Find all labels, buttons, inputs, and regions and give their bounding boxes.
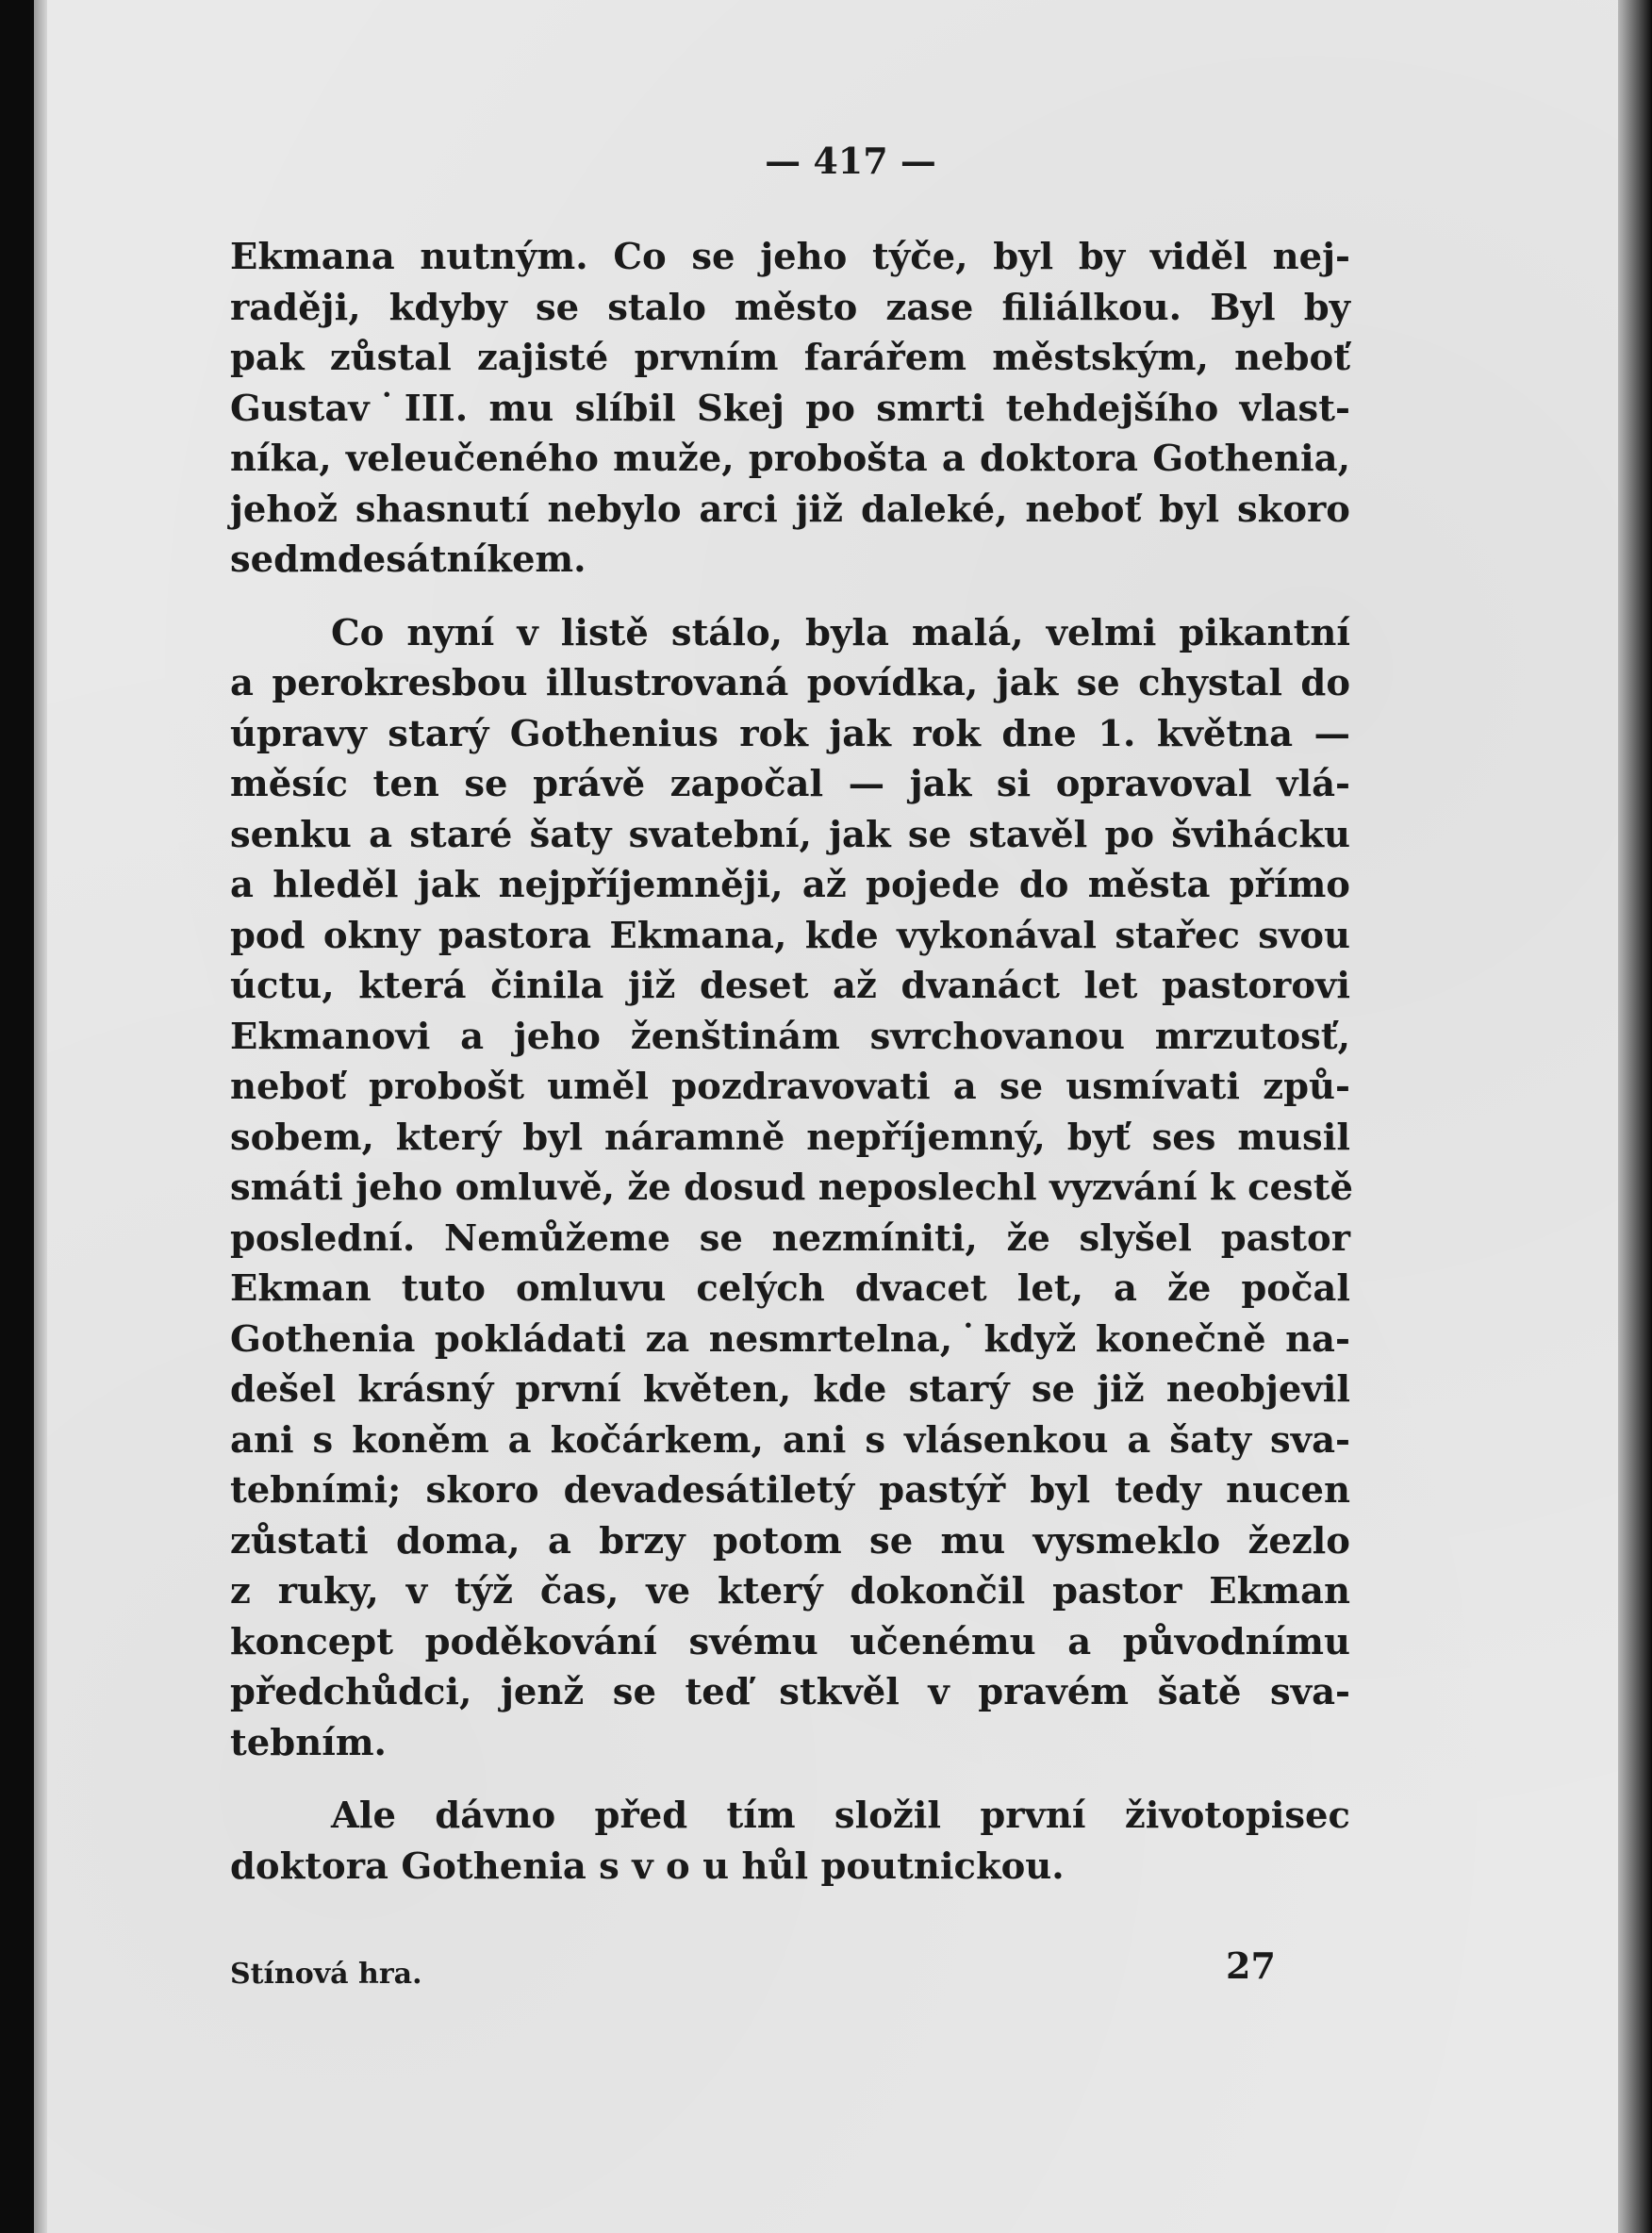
- text-line: měsíc ten se právě započal — jak si opravoval vlá-: [230, 763, 1350, 805]
- text-line: Ekmana nutným. Co se jeho týče, byl by viděl nej-: [230, 236, 1350, 278]
- text-line: sobem, který byl náramně nepříjemný, byť ses musil: [230, 1116, 1350, 1159]
- text-line: doktora Gothenia s v o u hůl poutnickou.: [230, 1844, 1065, 1888]
- text-line: neboť probošt uměl pozdravovati a se usmívati způ-: [230, 1066, 1350, 1108]
- text-line: tebními; skoro devadesátiletý pastýř byl tedy nucen: [230, 1469, 1350, 1512]
- page-spine-shadow: [34, 0, 47, 2233]
- text-line: Co nyní v listě stálo, byla malá, velmi pikantní: [331, 611, 1350, 654]
- sheet-number: 27: [1226, 1944, 1276, 1987]
- text-line: zůstati doma, a brzy potom se mu vysmeklo žezlo: [230, 1519, 1350, 1563]
- text-line: Gothenia pokládati za nesmrtelna,˙když konečně na-: [230, 1317, 1350, 1361]
- body-text: [230, 232, 1353, 1892]
- text-line: předchůdci, jenž se teď stkvěl v pravém šatě sva-: [230, 1671, 1350, 1713]
- text-line: ani s koněm a kočárkem, ani s vlásenkou a šaty sva-: [230, 1418, 1350, 1462]
- text-line: raději, kdyby se stalo město zase filiálkou. Byl by: [230, 286, 1350, 329]
- text-line: z ruky, v týž čas, ve který dokončil pastor Ekman: [230, 1570, 1350, 1613]
- text-line: pak zůstal zajisté prvním farářem městským, neboť: [230, 337, 1350, 379]
- text-line: tebním.: [230, 1721, 387, 1764]
- signature-mark: Stínová hra.: [230, 1958, 422, 1991]
- text-line: jehož shasnutí nebylo arci již daleké, neboť byl skoro: [230, 488, 1350, 531]
- page-header: [0, 140, 1652, 182]
- paragraph-1: [230, 232, 1350, 586]
- text-line: úpravy starý Gothenius rok jak rok dne 1. května —: [230, 712, 1350, 755]
- text-line: Ekman tuto omluvu celých dvacet let, a že počal: [230, 1267, 1350, 1310]
- text-line: koncept poděkování svému učenému a původnímu: [230, 1620, 1350, 1663]
- paragraph-2: [230, 608, 1353, 1769]
- text-line: sedmdesátníkem.: [230, 538, 586, 581]
- text-line: senku a staré šaty svatební, jak se stavěl po švihácku: [230, 813, 1350, 856]
- text-line: pod okny pastora Ekmana, kde vykonával stařec svou: [230, 914, 1350, 957]
- text-line: níka, veleučeného muže, proboštа a doktora Gothenia,: [230, 438, 1350, 480]
- page-right-edge: [1618, 0, 1652, 2233]
- text-line: Gustav˙III. mu slíbil Skej po smrti tehdejšího vlast-: [230, 387, 1350, 430]
- text-line: Ekmanovi a jeho ženštinám svrchovanou mrzutosť,: [230, 1015, 1350, 1058]
- text-line: a perokresbou illustrovaná povídka, jak se chystal do: [230, 662, 1350, 704]
- paragraph-3: [230, 1791, 1350, 1892]
- text-line: úctu, která činila již deset až dvanáct let pastorovi: [230, 965, 1350, 1007]
- text-line: poslední. Nemůžeme se nezmíniti, že slyšel pastor: [230, 1216, 1350, 1260]
- text-line: smáti jeho omluvě, že dosud neposlechl vyzvání k cestě: [230, 1166, 1353, 1209]
- text-line: a hleděl jak nejpříjemněji, až pojede do města přímo: [230, 864, 1350, 906]
- text-line: Ale dávno před tím složil první životopisec: [331, 1795, 1350, 1837]
- text-line: dešel krásný první květen, kde starý se již neobjevil: [230, 1368, 1350, 1411]
- page-number: — 417 —: [765, 140, 936, 182]
